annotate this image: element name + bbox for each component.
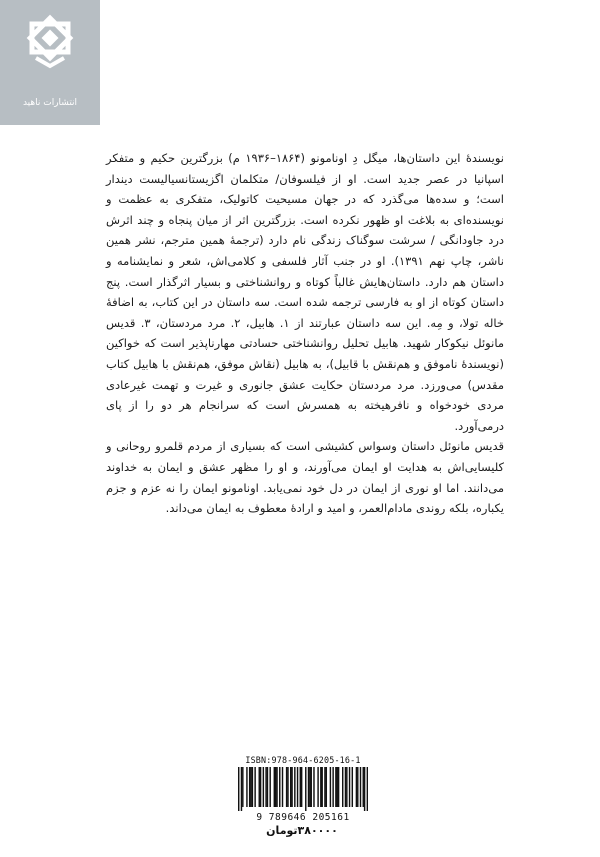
barcode-bar: [320, 767, 321, 807]
barcode-digits: [238, 812, 368, 823]
barcode-bar: [275, 767, 276, 807]
barcode-bar: [360, 767, 361, 807]
barcode-bar: [311, 767, 312, 807]
barcode-bar: [294, 767, 295, 807]
barcode-bar: [291, 767, 292, 807]
barcode-right-group: 205161: [312, 812, 350, 823]
back-cover-text: [106, 148, 504, 519]
barcode-bar: [367, 767, 368, 811]
barcode-bar: [349, 767, 350, 807]
barcode-bar: [269, 767, 270, 807]
barcode-bar: [282, 767, 283, 807]
barcode-bar: [259, 767, 260, 807]
barcode-bar: [265, 767, 266, 807]
barcode-bar: [301, 767, 302, 807]
barcode-bar: [286, 767, 287, 807]
barcode-bar: [249, 767, 250, 807]
barcode-block: [238, 755, 368, 823]
barcode-bar: [263, 767, 264, 807]
barcode-left-group: 789646: [268, 812, 307, 823]
barcode-bar: [338, 767, 339, 807]
barcode-bar: [330, 767, 331, 807]
barcode-bar: [352, 767, 353, 807]
barcode-bar: [356, 767, 357, 807]
barcode-bar: [321, 767, 322, 807]
paragraph-1: نویسندهٔ این داستان‌ها، میگل دِ اونامونو (۱۸۶۴–۱۹۳۶ م) بزرگترین حکیم و متفکر اسپانیا در عصر جدید است. او از فیلسوفان/ متکلمان اگزیستانسیالیست دیندار است؛ و سده‌ها می‌گذرد که در جهان مسیحیت کاتولیک، متفکری به عظمت و نویسنده‌ای به بلاغت او ظهور نکرده است. بزرگترین اثر از میان پنجاه و چند اثرش درد جاودانگی / سرشت سوگناک زندگی نام دارد (ترجمهٔ همین مترجم، نشر همین ناشر، چاپ نهم ۱۳۹۱). او در جنب آثار فلسفی و کلامی‌اش، شعر و نمایشنامه و داستان هم دارد. داستان‌هایش غالباً کوتاه و روانشناختی و بسیار اثرگذار است. پنج داستان کوتاه از او به فارسی ترجمه شده است. سه داستان در این کتاب، به اضافهٔ خاله تولا، و مِه. این سه داستان عبارتند از ۱. هابیل، ۲. مرد مردستان، ۳. قدیس مانوئل نیکوکار شهید. هابیل تحلیل روانشناختی حسادتی مهارناپذیر است که خواکین (نویسندهٔ ناموفق و هم‌نقش با قابیل)، به هابیل (نقاش موفق، هم‌نقش با هابیل کتاب مقدس) می‌ورزد. مرد مردستان حکایت عشق جانوری و غیرت و تهمت غیرعادی مردی خودخواه و نافرهیخته به همسرش است که سرانجام هر دو را از پای درمی‌آورد.: [106, 151, 504, 433]
barcode-bar: [326, 767, 327, 807]
barcode-bar: [364, 767, 365, 811]
barcode-bar: [287, 767, 288, 807]
barcode-bar: [332, 767, 333, 807]
isbn-label: ISBN:978-964-6205-16-1: [245, 755, 361, 765]
barcode-bar: [276, 767, 277, 807]
barcode-bar: [297, 767, 298, 807]
barcode-bar: [309, 767, 310, 807]
barcode-bar: [260, 767, 261, 807]
barcode-bar: [342, 767, 343, 807]
barcode-bar: [290, 767, 291, 807]
price-label: ۳۸۰۰۰۰تومان: [266, 824, 338, 837]
barcode-bar: [241, 767, 242, 811]
barcode-bar: [317, 767, 318, 807]
barcode-first-digit: 9: [256, 812, 263, 823]
barcode-bar: [250, 767, 251, 807]
barcode-bar: [300, 767, 301, 807]
barcode-bar: [363, 767, 364, 807]
barcode-bar: [308, 767, 309, 807]
barcode-bar: [242, 767, 243, 807]
barcode-bar: [238, 767, 239, 811]
barcode-bar: [267, 767, 268, 807]
paragraph-2: قدیس مانوئل داستان وسواس کشیشی است که بسیاری از مردم قلمرو روحانی و کلیسایی‌اش به هدایت او ایمان می‌آورند، و او را مظهر عشق و ایمان به خداوند می‌دانند. اما او نوری از ایمان در دل خود نمی‌یابد. اونامونو ایمان را نه عزم و جزم یکباره، بلکه روندی مادام‌العمر، و امید و ارادهٔ معطوف به ایمان می‌داند.: [106, 439, 504, 516]
barcode-bar: [305, 767, 306, 811]
barcode-bar: [324, 767, 325, 807]
publisher-name: انتشارات ناهید: [22, 98, 78, 108]
barcode-bars: [238, 767, 368, 811]
publisher-logo-box: [0, 0, 100, 125]
barcode-bar: [335, 767, 336, 807]
barcode-bar: [337, 767, 338, 807]
barcode-bar: [274, 767, 275, 807]
publisher-logo-icon: [22, 14, 78, 78]
barcode-bar: [254, 767, 255, 807]
barcode-bar: [246, 767, 247, 807]
barcode-bar: [313, 767, 314, 807]
barcode-bar: [345, 767, 346, 807]
barcode-bar: [279, 767, 280, 807]
barcode-bar: [346, 767, 347, 807]
barcode-bar: [252, 767, 253, 807]
barcode-bar: [357, 767, 358, 807]
